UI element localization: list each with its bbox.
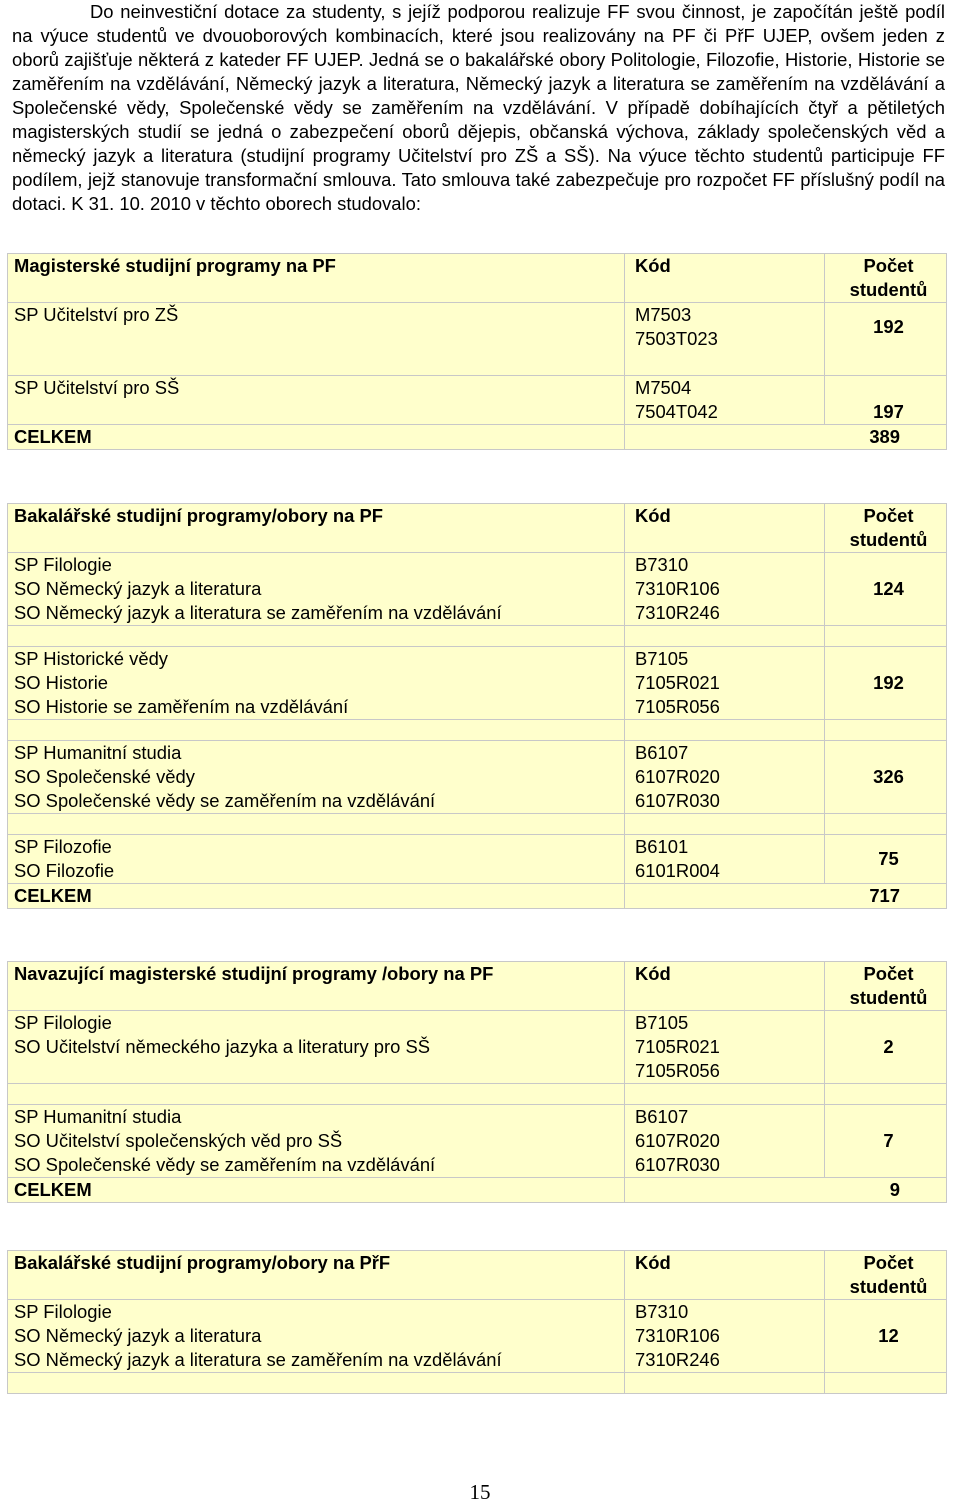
table-row xyxy=(8,1300,947,1373)
code: 6101R004 xyxy=(635,860,720,881)
code: 6107R030 xyxy=(635,790,720,811)
table-header xyxy=(8,504,947,553)
program-name: SP Filologie xyxy=(14,1012,112,1033)
program-name: SO Německý jazyk a literatura xyxy=(14,578,262,599)
total-value: 717 xyxy=(625,884,947,909)
code: 7503T023 xyxy=(635,328,718,349)
program-cell xyxy=(8,741,625,814)
program-name: SO Historie se zaměřením na vzdělávání xyxy=(14,696,349,717)
code: M7503 xyxy=(635,304,692,325)
code: M7504 xyxy=(635,377,692,398)
table-header xyxy=(8,962,947,1011)
header-code: Kód xyxy=(625,1251,825,1300)
header-code: Kód xyxy=(625,254,825,303)
program-name: SO Společenské vědy se zaměřením na vzdělávání xyxy=(14,1154,436,1175)
code: B6107 xyxy=(635,742,689,763)
total-row xyxy=(8,884,947,909)
total-label: CELKEM xyxy=(8,425,625,450)
total-value: 9 xyxy=(625,1178,947,1203)
program-cell xyxy=(8,835,625,884)
table-row xyxy=(8,1105,947,1178)
total-label: CELKEM xyxy=(8,884,625,909)
program-cell xyxy=(8,1300,625,1373)
count-cell: 326 xyxy=(825,741,947,814)
code-cell xyxy=(625,376,825,425)
spacer-row xyxy=(8,720,947,741)
program-name: SO Společenské vědy se zaměřením na vzdělávání xyxy=(14,790,436,811)
count-cell: 75 xyxy=(825,835,947,884)
table-header xyxy=(8,1251,947,1300)
header-code: Kód xyxy=(625,962,825,1011)
code: 7105R021 xyxy=(635,672,720,693)
program-name: SO Učitelství společenských věd pro SŠ xyxy=(14,1130,343,1151)
program-name: SP Učitelství pro SŠ xyxy=(14,377,180,398)
code: 7504T042 xyxy=(635,401,718,422)
code: B6101 xyxy=(635,836,689,857)
code: B7105 xyxy=(635,648,689,669)
program-name: SP Humanitní studia xyxy=(14,1106,182,1127)
table-bakalarske-pf xyxy=(7,503,947,909)
count-cell: 197 xyxy=(825,376,947,425)
code: 6107R030 xyxy=(635,1154,720,1175)
program-name: SO Historie xyxy=(14,672,109,693)
total-value: 389 xyxy=(625,425,947,450)
count-cell: 7 xyxy=(825,1105,947,1178)
code-cell xyxy=(625,553,825,626)
page-number: 15 xyxy=(469,1480,491,1504)
code: 7310R246 xyxy=(635,1349,720,1370)
code-cell xyxy=(625,1300,825,1373)
code-cell xyxy=(625,303,825,376)
table-bakalarske-prf xyxy=(7,1250,947,1394)
program-cell xyxy=(8,553,625,626)
program-name: SO Německý jazyk a literatura xyxy=(14,1325,262,1346)
intro-paragraph xyxy=(12,0,945,216)
count-cell: 192 xyxy=(825,647,947,720)
table-magisterske-pf xyxy=(7,253,947,450)
header-program: Bakalářské studijní programy/obory na PřF xyxy=(8,1251,625,1300)
code: B7310 xyxy=(635,1301,689,1322)
count-cell: 12 xyxy=(825,1300,947,1373)
table-row xyxy=(8,647,947,720)
table-row xyxy=(8,1011,947,1084)
program-name: SO Německý jazyk a literatura se zaměřením na vzdělávání xyxy=(14,1349,502,1370)
table-row xyxy=(8,741,947,814)
code: 6107R020 xyxy=(635,1130,720,1151)
header-program: Navazující magisterské studijní programy /obory na PF xyxy=(8,962,625,1011)
spacer-row xyxy=(8,626,947,647)
table-row xyxy=(8,303,947,376)
table-header xyxy=(8,254,947,303)
program-name: SP Filozofie xyxy=(14,836,112,857)
table-row xyxy=(8,553,947,626)
spacer-row xyxy=(8,814,947,835)
program-cell xyxy=(8,303,625,376)
header-count: Počet studentů xyxy=(825,254,947,303)
code-cell xyxy=(625,647,825,720)
program-name: SP Humanitní studia xyxy=(14,742,182,763)
program-cell xyxy=(8,647,625,720)
table-row xyxy=(8,376,947,425)
program-name: SP Filologie xyxy=(14,554,112,575)
program-cell xyxy=(8,376,625,425)
code: 7310R246 xyxy=(635,602,720,623)
header-count: Počet studentů xyxy=(825,504,947,553)
intro-text: Do neinvestiční dotace za studenty, s jejíž podporou realizuje FF svou činnost, je započítán ještě podíl na výuce studentů ve dvouoborových kombinacích, které jsou realizovány na PF či PřF UJEP, ovšem jeden z oborů zajišťuje některá z kateder FF UJEP. Jedná se o bakalářské obory Politologie, Filozofie, Historie, Historie se zaměřením na vzdělávání, Německý jazyk a literatura, Německý jazyk a literatura se zaměřením na vzdělávání a Společenské vědy, Společenské vědy se zaměřením na vzdělávání. V případě dobíhajících čtyř a pětiletých magisterských studií se jedná o zabezpečení oborů dějepis, občanská výchova, základy společenských věd a německý jazyk a literatura (studijní programy Učitelství pro ZŠ a SŠ). Na výuce těchto studentů participuje FF podílem, jejž stanovuje transformační smlouva. Tato smlouva také zabezpečuje pro rozpočet FF příslušný podíl na dotaci. K 31. 10. 2010 v těchto oborech studovalo: xyxy=(12,1,945,214)
program-name: SO Učitelství německého jazyka a literatury pro SŠ xyxy=(14,1036,430,1057)
program-name: SO Německý jazyk a literatura se zaměřením na vzdělávání xyxy=(14,602,502,623)
header-code: Kód xyxy=(625,504,825,553)
spacer-row xyxy=(8,1373,947,1394)
program-name: SP Filologie xyxy=(14,1301,112,1322)
code: B7105 xyxy=(635,1012,689,1033)
header-count: Počet studentů xyxy=(825,1251,947,1300)
count-cell: 2 xyxy=(825,1011,947,1084)
header-program: Bakalářské studijní programy/obory na PF xyxy=(8,504,625,553)
program-name: SO Společenské vědy xyxy=(14,766,195,787)
count-cell: 124 xyxy=(825,553,947,626)
program-cell xyxy=(8,1011,625,1084)
total-label: CELKEM xyxy=(8,1178,625,1203)
program-cell xyxy=(8,1105,625,1178)
total-row xyxy=(8,425,947,450)
count-cell: 192 xyxy=(825,303,947,376)
code-cell xyxy=(625,1011,825,1084)
program-name: SP Učitelství pro ZŠ xyxy=(14,304,179,325)
table-navazujici-pf xyxy=(7,961,947,1203)
header-count: Počet studentů xyxy=(825,962,947,1011)
code: 7105R021 xyxy=(635,1036,720,1057)
code: 7310R106 xyxy=(635,578,720,599)
code-cell xyxy=(625,1105,825,1178)
program-name: SP Historické vědy xyxy=(14,648,168,669)
total-row xyxy=(8,1178,947,1203)
code: 6107R020 xyxy=(635,766,720,787)
code: B6107 xyxy=(635,1106,689,1127)
code: 7310R106 xyxy=(635,1325,720,1346)
spacer-row xyxy=(8,1084,947,1105)
code-cell xyxy=(625,835,825,884)
code-cell xyxy=(625,741,825,814)
code: B7310 xyxy=(635,554,689,575)
program-name: SO Filozofie xyxy=(14,860,115,881)
header-program: Magisterské studijní programy na PF xyxy=(8,254,625,303)
code: 7105R056 xyxy=(635,696,720,717)
code: 7105R056 xyxy=(635,1060,720,1081)
table-row xyxy=(8,835,947,884)
